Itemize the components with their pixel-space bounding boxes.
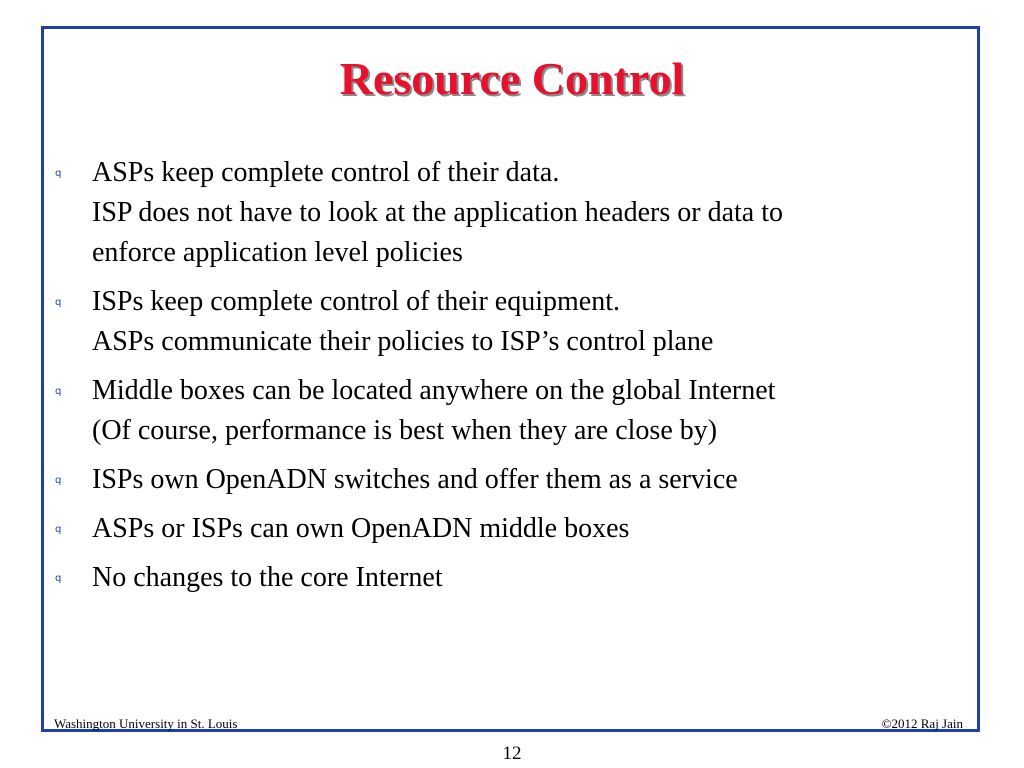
bullet-item	[52, 460, 972, 500]
bullet-line: ASPs keep complete control of their data.	[92, 157, 560, 188]
bullet-list	[52, 153, 972, 607]
footer-institution: Washington University in St. Louis	[54, 716, 238, 731]
page-number: 12	[502, 743, 522, 764]
bullet-line: ASPs communicate their policies to ISP’s control plane	[92, 326, 714, 357]
bullet-item	[52, 371, 972, 451]
bullet-marker: q	[55, 168, 62, 179]
bullet-marker: q	[55, 386, 62, 397]
bullet-item	[52, 153, 972, 273]
bullet-item	[52, 282, 972, 362]
bullet-line: ISPs own OpenADN switches and offer them as a service	[92, 464, 738, 495]
bullet-marker: q	[55, 524, 62, 535]
bullet-line: enforce application level policies	[92, 237, 463, 268]
slide-title: Resource Control	[339, 53, 685, 104]
bullet-line: No changes to the core Internet	[92, 562, 443, 593]
bullet-item	[52, 509, 972, 549]
footer-copyright: ©2012 Raj Jain	[881, 716, 963, 731]
bullet-line: ISPs keep complete control of their equipment.	[92, 286, 620, 317]
bullet-item	[52, 558, 972, 598]
bullet-marker: q	[55, 475, 62, 486]
bullet-line: ISP does not have to look at the application headers or data to	[92, 197, 784, 228]
bullet-line: ASPs or ISPs can own OpenADN middle boxes	[92, 513, 630, 544]
bullet-line: Middle boxes can be located anywhere on the global Internet	[92, 375, 776, 406]
bullet-line: (Of course, performance is best when they are close by)	[92, 415, 718, 446]
bullet-marker: q	[55, 573, 62, 584]
bullet-marker: q	[55, 297, 62, 308]
